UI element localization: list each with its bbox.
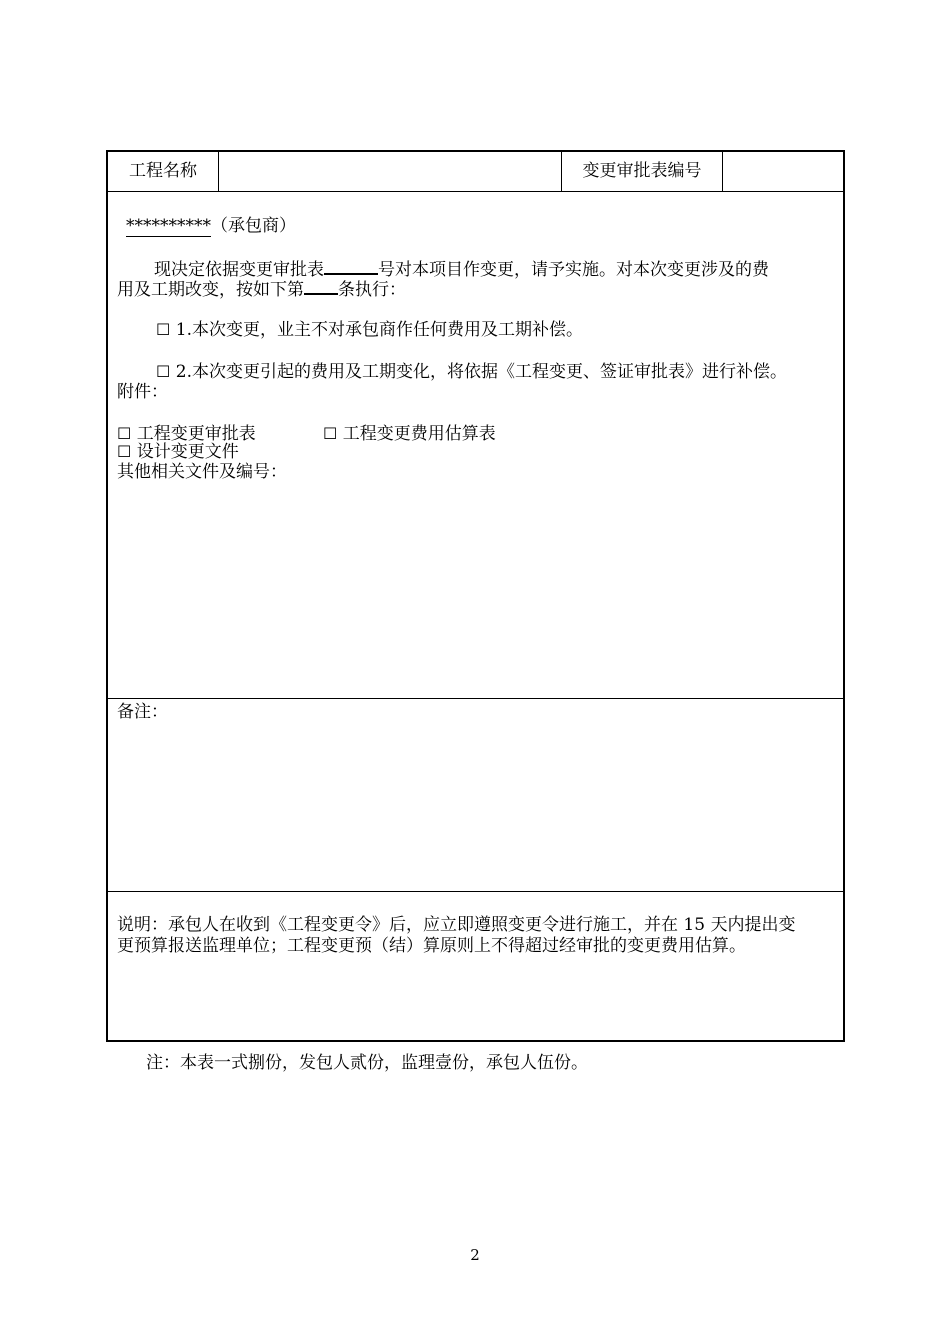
footer-note: 注：本表一式捌份，发包人贰份，监理壹份，承包人伍份。 xyxy=(146,1053,588,1073)
approval-number-field[interactable] xyxy=(723,152,843,191)
explanation-line1: 说明：承包人在收到《工程变更令》后，应立即遵照变更令进行施工，并在 15 天内提出变 xyxy=(117,915,796,935)
project-name-field[interactable] xyxy=(219,152,561,191)
option-2-text: 2.本次变更引起的费用及工期变化，将依据《工程变更、签证审批表》进行补偿。 xyxy=(170,362,787,382)
remarks-label: 备注： xyxy=(117,702,168,722)
other-documents-label: 其他相关文件及编号： xyxy=(117,462,287,482)
contractor-suffix: （承包商） xyxy=(211,216,296,236)
decision-paragraph-line1: 现决定依据变更审批表 号对本项目作变更，请予实施。对本次变更涉及的费 xyxy=(154,260,769,280)
attachment-2-checkbox[interactable]: ☐ xyxy=(323,424,338,443)
attachments-label: 附件： xyxy=(117,382,168,402)
section-divider xyxy=(108,891,843,892)
attachment-1-checkbox[interactable]: ☐ xyxy=(117,424,132,443)
option-1 xyxy=(156,320,583,340)
attachment-change-approval: ☐ 工程变更审批表 xyxy=(117,424,256,444)
option-2 xyxy=(156,362,787,382)
option-1-text: 1.本次变更，业主不对承包商作任何费用及工期补偿。 xyxy=(170,320,583,340)
section-divider xyxy=(108,698,843,699)
form-header-row xyxy=(108,152,843,192)
contractor-line xyxy=(126,216,296,236)
page-number: 2 xyxy=(470,1246,480,1264)
approval-number-label: 变更审批表编号 xyxy=(582,161,702,181)
attachment-cost-estimate: ☐ 工程变更费用估算表 xyxy=(323,424,496,444)
project-name-label: 工程名称 xyxy=(129,161,197,181)
approval-number-blank[interactable] xyxy=(324,258,378,275)
clause-number-blank[interactable] xyxy=(304,278,338,295)
contractor-name: ********** xyxy=(126,216,211,236)
attachment-3-checkbox[interactable]: ☐ xyxy=(117,442,132,461)
attachment-design-change: ☐ 设计变更文件 xyxy=(117,442,239,462)
explanation-line2: 更预算报送监理单位；工程变更预（结）算原则上不得超过经审批的变更费用估算。 xyxy=(117,936,746,956)
decision-paragraph-line2: 用及工期改变，按如下第 条执行： xyxy=(117,280,406,300)
option-1-checkbox[interactable]: ☐ xyxy=(156,320,171,339)
change-order-form xyxy=(106,150,845,1042)
option-2-checkbox[interactable]: ☐ xyxy=(156,362,171,381)
